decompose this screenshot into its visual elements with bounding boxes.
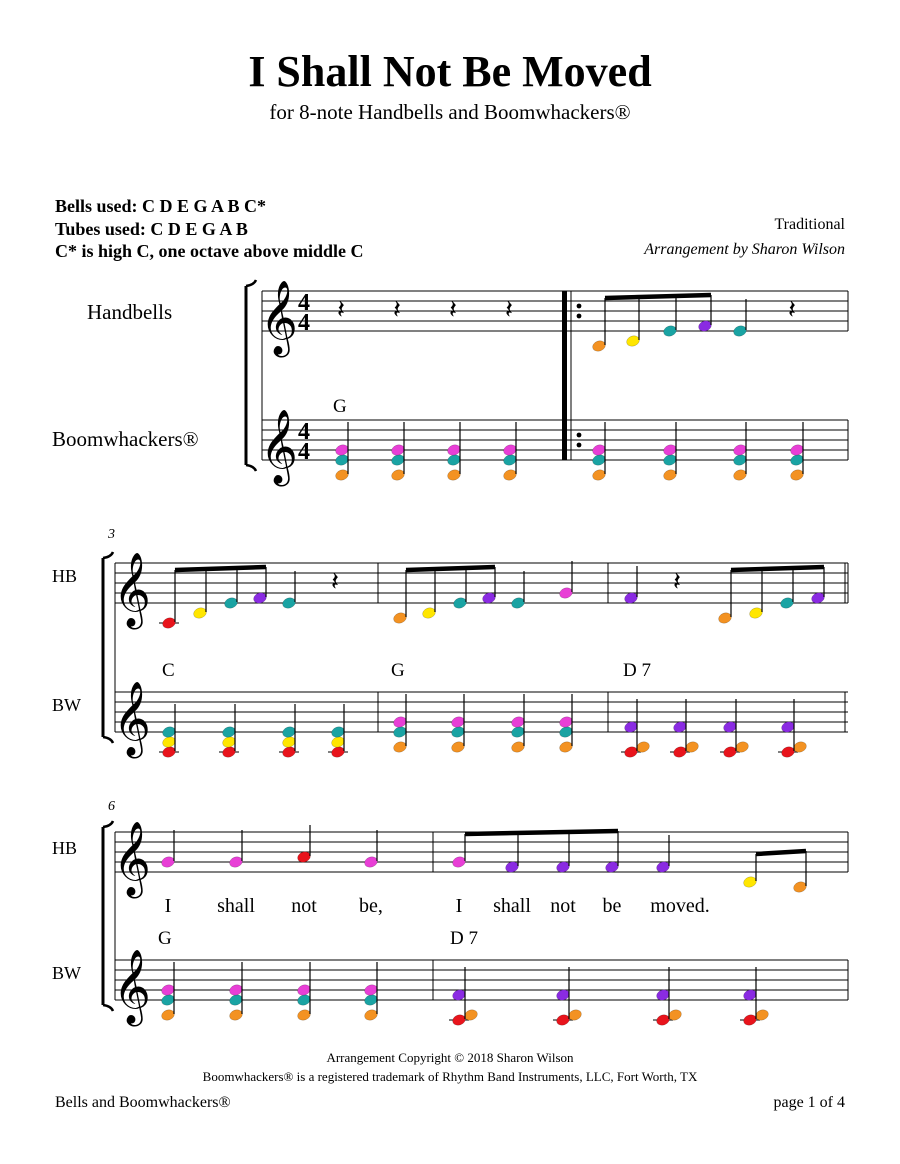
copyright: Arrangement Copyright © 2018 Sharon Wilson (326, 1050, 574, 1065)
system-bracket-bottom (246, 465, 256, 471)
lyric-syllable: be, (359, 895, 383, 917)
treble-clef-icon: 𝄞 (260, 281, 298, 355)
lyric-syllable: I (164, 895, 172, 917)
instrument-label-boomwhackers: Boomwhackers® (52, 427, 199, 451)
quarter-rest-icon: 𝄽 (788, 295, 796, 325)
instrument-label-hb: HB (52, 838, 78, 858)
arranger: Arrangement by Sharon Wilson (644, 241, 845, 258)
system-bracket-top (246, 280, 256, 286)
repeat-dot (577, 304, 582, 309)
note-beam (731, 567, 824, 570)
system-bracket-bottom (103, 737, 113, 743)
system-bracket-bottom (103, 1005, 113, 1011)
chord-symbol: G (391, 660, 405, 681)
instrument-label-bw: BW (52, 695, 81, 715)
time-signature-numerator: 4 (298, 419, 310, 445)
lyric-syllable: not (550, 895, 576, 917)
measure-number: 6 (108, 799, 115, 814)
quarter-rest-icon: 𝄽 (673, 567, 681, 597)
lyric-syllable: I (455, 895, 463, 917)
composer: Traditional (774, 216, 845, 233)
chord-symbol: G (333, 396, 347, 417)
chord-symbol: C (162, 660, 175, 681)
system-bracket-top (103, 821, 113, 827)
lyric-syllable: shall (217, 895, 255, 917)
tubes-used: Tubes used: C D E G A B (55, 219, 248, 239)
lyric-syllable: not (291, 895, 317, 917)
system-bracket-top (103, 552, 113, 558)
quarter-rest-icon: 𝄽 (393, 295, 401, 325)
chord-symbol: D 7 (450, 928, 478, 949)
subtitle: for 8-note Handbells and Boomwhackers® (269, 100, 631, 124)
measure-number: 3 (108, 527, 115, 542)
instrument-label-handbells: Handbells (87, 300, 173, 324)
instrument-label-hb: HB (52, 566, 78, 586)
quarter-rest-icon: 𝄽 (337, 295, 345, 325)
quarter-rest-icon: 𝄽 (331, 567, 339, 597)
trademark: Boomwhackers® is a registered trademark of Rhythm Band Instruments, LLC, Fort Worth, TX (202, 1069, 698, 1084)
time-signature-numerator: 4 (298, 290, 310, 316)
lyric-syllable: moved. (650, 895, 710, 917)
lyric-syllable: shall (493, 895, 531, 917)
time-signature-denominator: 4 (298, 439, 310, 465)
repeat-dot (577, 314, 582, 319)
bells-used: Bells used: C D E G A B C* (55, 196, 267, 216)
instrument-label-bw: BW (52, 963, 81, 983)
page-title: I Shall Not Be Moved (248, 47, 652, 96)
footer-page-number: page 1 of 4 (773, 1094, 845, 1111)
treble-clef-icon: 𝄞 (260, 410, 298, 484)
quarter-rest-icon: 𝄽 (449, 295, 457, 325)
note-beam (406, 567, 495, 570)
repeat-thick-bar (562, 291, 567, 460)
time-signature-denominator: 4 (298, 310, 310, 336)
treble-clef-icon: 𝄞 (113, 553, 151, 627)
repeat-dot (577, 433, 582, 438)
chord-symbol: G (158, 928, 172, 949)
note-beam (756, 851, 806, 854)
note-beam (175, 567, 266, 570)
note-beam (465, 831, 618, 834)
treble-clef-icon: 𝄞 (113, 682, 151, 756)
footer-left: Bells and Boomwhackers® (55, 1094, 231, 1111)
treble-clef-icon: 𝄞 (113, 822, 151, 896)
repeat-dot (577, 443, 582, 448)
quarter-rest-icon: 𝄽 (505, 295, 513, 325)
high-c-note: C* is high C, one octave above middle C (55, 241, 364, 261)
treble-clef-icon: 𝄞 (113, 950, 151, 1024)
note-beam (605, 295, 711, 298)
lyric-syllable: be (602, 895, 622, 917)
chord-symbol: D 7 (623, 660, 651, 681)
